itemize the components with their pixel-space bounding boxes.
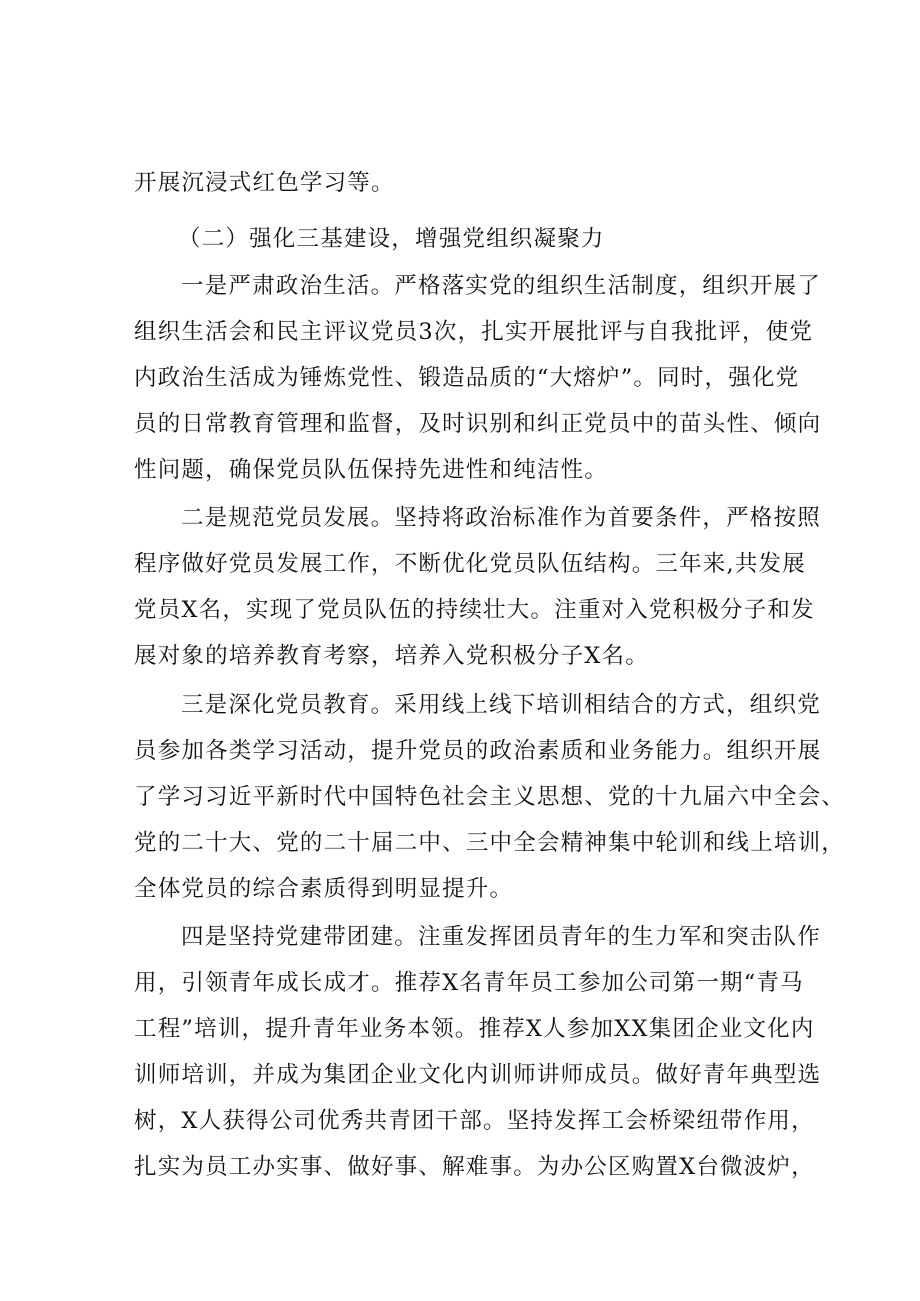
text-line: 扎实为员工办实事、做好事、解难事。为办公区购置X台微波炉， — [134, 1154, 815, 1180]
text-line: 一是严肃政治生活。严格落实党的组织生活制度，组织开展了 — [181, 273, 821, 299]
text-line: 工程”培训，提升青年业务本领。推荐X人参加XX集团企业文化内 — [134, 1016, 815, 1042]
text-line: 了学习习近平新时代中国特色社会主义思想、党的十九届六中全会、 — [134, 784, 846, 810]
text-line: 党的二十大、党的二十届二中、三中全会精神集中轮训和线上培训， — [134, 830, 846, 856]
text-line: 组织生活会和民主评议党员3次，扎实开展批评与自我批评，使党 — [134, 319, 814, 345]
text-line: 员的日常教育管理和监督，及时识别和纠正党员中的苗头性、倾向 — [134, 411, 822, 437]
text-line: 四是坚持党建带团建。注重发挥团员青年的生力军和突击队作 — [181, 924, 821, 950]
section-heading: （二）强化三基建设，增强党组织凝聚力 — [178, 226, 605, 252]
text-line: 三是深化党员教育。采用线上线下培训相结合的方式，组织党 — [181, 692, 821, 718]
text-line: 内政治生活成为锤炼党性、锻造品质的“大熔炉”。同时，强化党 — [134, 365, 800, 391]
text-line: 党员X名，实现了党员队伍的持续壮大。注重对入党积极分子和发 — [134, 597, 815, 623]
text-line: 训师培训，并成为集团企业文化内训师讲师成员。做好青年典型选 — [134, 1062, 822, 1088]
text-line: 树，X人获得公司优秀共青团干部。坚持发挥工会桥梁纽带作用， — [134, 1108, 815, 1134]
text-line: 用，引领青年成长成才。推荐X名青年员工参加公司第一期“青马 — [134, 970, 804, 996]
text-line: 程序做好党员发展工作，不断优化党员队伍结构。三年来,共发展 — [134, 551, 806, 577]
text-line: 性问题，确保党员队伍保持先进性和纯洁性。 — [134, 457, 609, 483]
text-line: 展对象的培养教育考察，培养入党积极分子X名。 — [134, 643, 649, 669]
text-line: 员参加各类学习活动，提升党员的政治素质和业务能力。组织开展 — [134, 738, 822, 764]
text-line: 二是规范党员发展。坚持将政治标准作为首要条件，严格按照 — [181, 505, 821, 531]
text-line: 全体党员的综合素质得到明显提升。 — [134, 876, 514, 902]
text-line: 开展沉浸式红色学习等。 — [134, 170, 395, 196]
